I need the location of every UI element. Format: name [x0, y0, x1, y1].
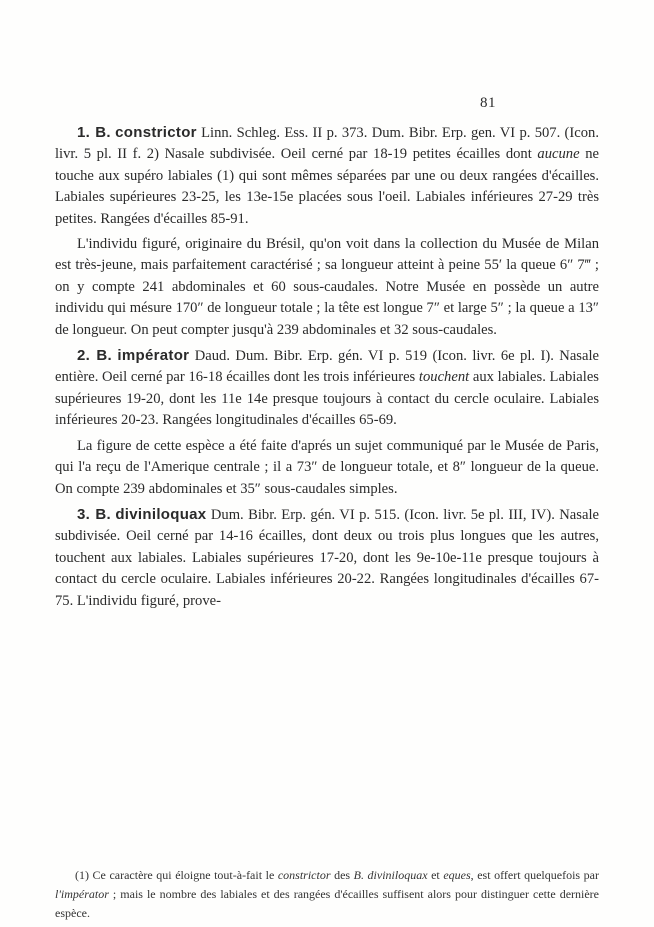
- entry-2-text-a: Daud. Dum. Bibr. Erp. gén. VI p. 519 (Icon. livr. 6e pl. I). Nasale entière. Oeil cerné par 16-18 écailles dont les trois inférieures: [55, 348, 599, 386]
- specimen-note-2: La figure de cette espèce a été faite d'aprés un sujet communiqué par le Musée de Paris, qui l'a reçu de l'Amerique centrale ; il a 73″ de longueur totale, et 8″ longueur de la queue. On compte 239 abdominales et 35″ sous-caudales simples.: [55, 437, 599, 497]
- entry-3-text-a: Dum. Bibr. Erp. gén. VI p. 515. (Icon. livr. 5e pl. III, IV). Nasale subdivisée. Oeil cerné par 14-16 écailles, dont deux ou trois plus longues que les autres, touchent aux labiales. Labiales supérieures 17-20, dont les 9e-10e-11e presque toujours à contact du cercle oculaire. Labiales inférieures 20-22. Rangées longitudinales d'écailles 67-75. L'individu figuré, prove-: [55, 506, 599, 609]
- entry-2-text-b: aux labiales. Labiales supérieures 19-20, dont les 11e 14e presque toujours à contact du cercle oculaire. Labiales inférieures 20-23. Rangées longitudinales d'écailles 65-69.: [55, 369, 599, 429]
- main-text: [55, 122, 599, 612]
- species-name-3: diviniloquax: [115, 505, 207, 523]
- entry-2-italic: touchent: [418, 369, 470, 386]
- page-number: 81: [480, 95, 496, 111]
- footnote: [55, 866, 599, 923]
- entry-1-text-a: Linn. Schleg. Ess. II p. 373. Dum. Bibr. Erp. gen. VI p. 507. (Icon. livr. 5 pl. II f. 2) Nasale subdivisée. Oeil cerné par 18-19 petites écailles dont: [55, 125, 599, 163]
- species-name-1: constrictor: [115, 124, 197, 141]
- footnote-text-3: et: [427, 868, 444, 882]
- species-number-2: 2. B.: [77, 347, 112, 365]
- species-entry-2: [55, 345, 599, 432]
- footnote-text-2: des: [330, 868, 354, 882]
- footnote-italic-1: constrictor: [277, 868, 331, 882]
- species-name-2: impérator: [117, 347, 190, 365]
- species-number-3: 3. B.: [77, 505, 111, 523]
- entry-1-italic: aucune: [537, 146, 580, 163]
- species-entry-1: [55, 122, 599, 230]
- footnote-text-4: , est offert quelquefois par: [470, 868, 599, 882]
- entry-1-text-b: ne touche aux supéro labiales (1) qui sont mêmes séparées par une ou deux rangées d'écailles. Labiales supérieures 23-25, les 13e-15e placées sous l'oeil. Labiales inférieures 27-29 très petites. Rangées d'écailles 85-91.: [55, 146, 599, 227]
- footnote-text-5: ; mais le nombre des labiales et des rangées d'écailles suffisent alors pour distinguer cette dernière espèce.: [55, 887, 599, 920]
- footnote-italic-3: eques: [443, 868, 471, 882]
- footnote-italic-4: l'impérator: [55, 887, 109, 901]
- footnote-italic-2: B. diviniloquax: [353, 868, 428, 882]
- species-entry-3: [55, 504, 599, 612]
- footnote-text-1: (1) Ce caractère qui éloigne tout-à-fait le: [75, 868, 278, 882]
- species-number-1: 1. B.: [77, 124, 111, 141]
- footnote-1: [55, 866, 599, 923]
- specimen-note-1: L'individu figuré, originaire du Brésil, qu'on voit dans la collection du Musée de Milan est très-jeune, mais parfaitement caractérisé ; sa longueur atteint à peine 55′ la queue 6″ 7‴ ; on y compte 241 abdominales et 60 sous-caudales. Notre Musée en possède un autre individu qui mésure 170″ de longueur totale ; la tête est longue 7″ et large 5″ ; la queue a 13″ de longueur. On peut compter jusqu'à 239 abdominales et 32 sous-caudales.: [55, 236, 599, 338]
